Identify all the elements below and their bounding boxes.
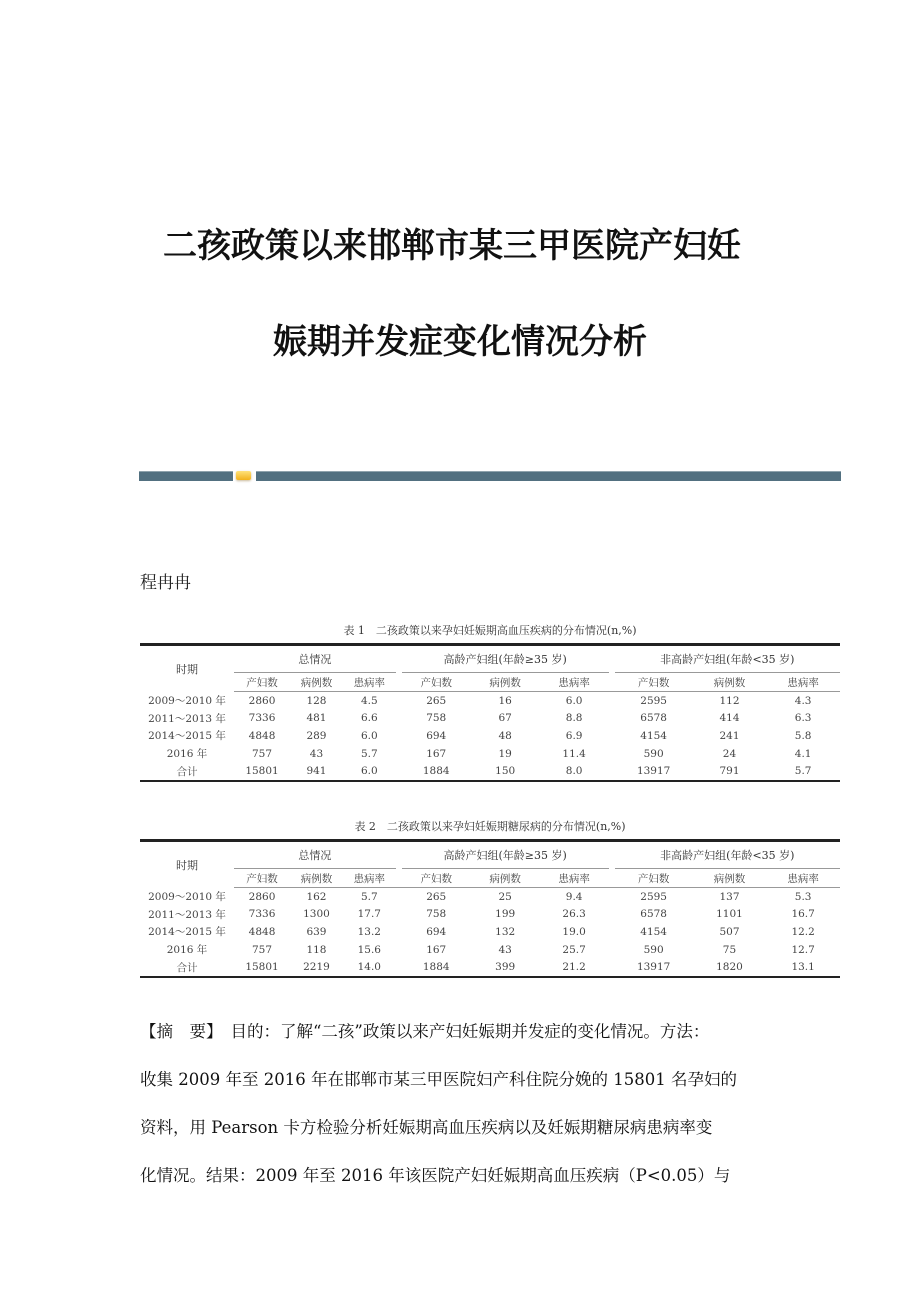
cell: 6.0	[360, 729, 378, 742]
cell: 2219	[303, 961, 330, 974]
document-title-line-1: 二孩政策以来邯郸市某三甲医院产妇妊	[163, 226, 741, 266]
cell: 15.6	[357, 943, 381, 956]
cell: 6.3	[794, 712, 812, 725]
cell: 167	[426, 747, 447, 760]
period-cell: 合计	[176, 961, 198, 974]
sub-header: 产妇数	[615, 869, 693, 888]
table-row	[140, 745, 840, 763]
abstract-line-2: 收集 2009 年至 2016 年在邯郸市某三甲医院妇产科住院分娩的 15801 名孕妇的	[140, 1070, 737, 1089]
table-row	[140, 692, 840, 710]
group-header-non-advanced-age: 非高龄产妇组(年龄<35 岁)	[615, 841, 840, 869]
cell: 6578	[640, 712, 667, 725]
divider-gem-icon	[236, 471, 251, 480]
cell: 13917	[636, 961, 671, 974]
sub-header: 患病率	[766, 673, 840, 692]
cell: 118	[306, 943, 327, 956]
cell: 941	[306, 765, 327, 778]
cell: 43	[498, 943, 512, 956]
period-cell: 2014～2015 年	[148, 730, 226, 743]
cell: 5.3	[794, 890, 812, 903]
period-cell: 2016 年	[166, 944, 208, 957]
group-header-advanced-age: 高龄产妇组(年龄≥35 岁)	[402, 841, 609, 869]
sub-header: 病例数	[290, 869, 343, 888]
sub-header: 患病率	[540, 869, 609, 888]
sub-header: 患病率	[766, 869, 840, 888]
cell: 758	[426, 908, 447, 921]
cell: 5.8	[794, 729, 812, 742]
cell: 694	[426, 729, 447, 742]
cell: 4154	[640, 729, 667, 742]
cell: 13.2	[357, 925, 381, 938]
table-1-figure	[140, 622, 840, 782]
cell: 4848	[248, 925, 276, 938]
table-row	[140, 710, 840, 728]
cell: 16.7	[791, 908, 815, 921]
divider-bar-left	[139, 471, 233, 481]
cell: 132	[495, 925, 516, 938]
cell: 289	[306, 729, 327, 742]
cell: 4848	[248, 729, 276, 742]
sub-header: 产妇数	[402, 869, 471, 888]
cell: 137	[719, 890, 740, 903]
abstract-text: 目的：了解“二孩”政策以来产妇妊娠期并发症的变化情况。方法：	[230, 1022, 710, 1041]
cell: 241	[719, 729, 740, 742]
period-cell: 2014～2015 年	[148, 926, 226, 939]
sub-header: 病例数	[471, 869, 540, 888]
cell: 1884	[422, 765, 450, 778]
cell: 75	[722, 943, 737, 956]
cell: 2860	[248, 694, 276, 707]
period-cell: 合计	[176, 765, 198, 778]
divider-bar-right	[256, 471, 841, 481]
period-header: 时期	[176, 858, 198, 872]
cell: 4.1	[794, 747, 812, 760]
cell: 414	[719, 712, 740, 725]
cell: 16	[498, 694, 512, 707]
cell: 6578	[640, 908, 667, 921]
cell: 43	[309, 747, 324, 760]
cell: 12.7	[791, 943, 815, 956]
sub-header: 产妇数	[234, 869, 290, 888]
document-title-line-2: 娠期并发症变化情况分析	[273, 322, 647, 362]
cell: 15801	[245, 961, 279, 974]
table-row	[140, 941, 840, 959]
cell: 1884	[422, 961, 450, 974]
cell: 12.2	[791, 925, 815, 938]
cell: 14.0	[357, 961, 381, 974]
cell: 6.0	[360, 765, 378, 778]
cell: 4154	[640, 925, 667, 938]
cell: 19	[498, 747, 512, 760]
cell: 11.4	[562, 747, 586, 760]
sub-header: 产妇数	[615, 673, 693, 692]
group-header-advanced-age: 高龄产妇组(年龄≥35 岁)	[402, 645, 609, 673]
cell: 128	[306, 694, 327, 707]
period-cell: 2009～2010 年	[148, 695, 226, 708]
cell: 13.1	[791, 961, 815, 974]
cell: 162	[306, 890, 327, 903]
sub-header: 病例数	[471, 673, 540, 692]
cell: 399	[495, 961, 516, 974]
cell: 481	[306, 712, 327, 725]
group-header-total: 总情况	[234, 645, 396, 673]
cell: 758	[426, 712, 447, 725]
cell: 757	[252, 943, 273, 956]
cell: 13917	[636, 765, 671, 778]
cell: 6.0	[565, 694, 583, 707]
abstract-label: 【摘 要】	[140, 1022, 223, 1041]
cell: 265	[426, 890, 447, 903]
sub-header: 病例数	[693, 869, 767, 888]
cell: 791	[719, 765, 740, 778]
cell: 19.0	[562, 925, 586, 938]
cell: 757	[252, 747, 273, 760]
cell: 5.7	[360, 747, 378, 760]
table-2-caption: 表 2 二孩政策以来孕妇妊娠期糖尿病的分布情况(n,%)	[354, 820, 626, 833]
cell: 590	[643, 943, 664, 956]
table-1	[140, 643, 840, 782]
period-cell: 2011～2013 年	[148, 712, 226, 725]
cell: 25	[498, 890, 512, 903]
cell: 5.7	[794, 765, 812, 778]
cell: 8.0	[565, 765, 583, 778]
cell: 24	[722, 747, 737, 760]
decorative-divider	[139, 471, 841, 481]
abstract-line-3: 资料，用 Pearson 卡方检验分析妊娠期高血压疾病以及妊娠期糖尿病患病率变	[140, 1118, 713, 1137]
sub-header: 病例数	[290, 673, 343, 692]
sub-header: 病例数	[693, 673, 767, 692]
period-header: 时期	[176, 662, 198, 676]
sub-header: 产妇数	[402, 673, 471, 692]
group-header-non-advanced-age: 非高龄产妇组(年龄<35 岁)	[615, 645, 840, 673]
cell: 4.3	[794, 694, 812, 707]
cell: 6.9	[565, 729, 583, 742]
cell: 167	[426, 943, 447, 956]
cell: 1300	[303, 908, 330, 921]
cell: 199	[495, 908, 516, 921]
abstract-line-1	[140, 1018, 709, 1042]
cell: 25.7	[562, 943, 586, 956]
cell: 150	[495, 765, 516, 778]
sub-header: 患病率	[540, 673, 609, 692]
table-row-total	[140, 958, 840, 977]
cell: 694	[426, 925, 447, 938]
table-row	[140, 923, 840, 941]
table-row	[140, 906, 840, 924]
cell: 2860	[248, 890, 276, 903]
abstract-line-4: 化情况。结果：2009 年至 2016 年该医院产妇妊娠期高血压疾病（P<0.05）与	[140, 1166, 731, 1185]
cell: 112	[719, 694, 740, 707]
table-row	[140, 727, 840, 745]
cell: 15801	[245, 765, 279, 778]
cell: 265	[426, 694, 447, 707]
cell: 6.6	[360, 712, 378, 725]
cell: 2595	[640, 694, 667, 707]
table-1-caption: 表 1 二孩政策以来孕妇妊娠期高血压疾病的分布情况(n,%)	[343, 624, 637, 637]
cell: 7336	[248, 908, 276, 921]
cell: 590	[643, 747, 664, 760]
cell: 7336	[248, 712, 276, 725]
cell: 8.8	[565, 712, 583, 725]
table-2	[140, 839, 840, 978]
cell: 9.4	[565, 890, 583, 903]
cell: 17.7	[357, 908, 381, 921]
cell: 67	[498, 712, 512, 725]
sub-header: 患病率	[343, 869, 396, 888]
period-cell: 2011～2013 年	[148, 908, 226, 921]
cell: 26.3	[562, 908, 586, 921]
author-name: 程冉冉	[140, 573, 191, 593]
sub-header: 患病率	[343, 673, 396, 692]
sub-header: 产妇数	[234, 673, 290, 692]
period-cell: 2009～2010 年	[148, 891, 226, 904]
cell: 2595	[640, 890, 667, 903]
table-row-total	[140, 762, 840, 781]
cell: 21.2	[562, 961, 586, 974]
cell: 1820	[716, 961, 743, 974]
cell: 5.7	[360, 890, 378, 903]
group-header-total: 总情况	[234, 841, 396, 869]
table-row	[140, 888, 840, 906]
cell: 507	[719, 925, 740, 938]
period-cell: 2016 年	[166, 748, 208, 761]
cell: 4.5	[360, 694, 378, 707]
cell: 1101	[716, 908, 743, 921]
cell: 639	[306, 925, 327, 938]
table-2-figure	[140, 818, 840, 978]
cell: 48	[498, 729, 512, 742]
